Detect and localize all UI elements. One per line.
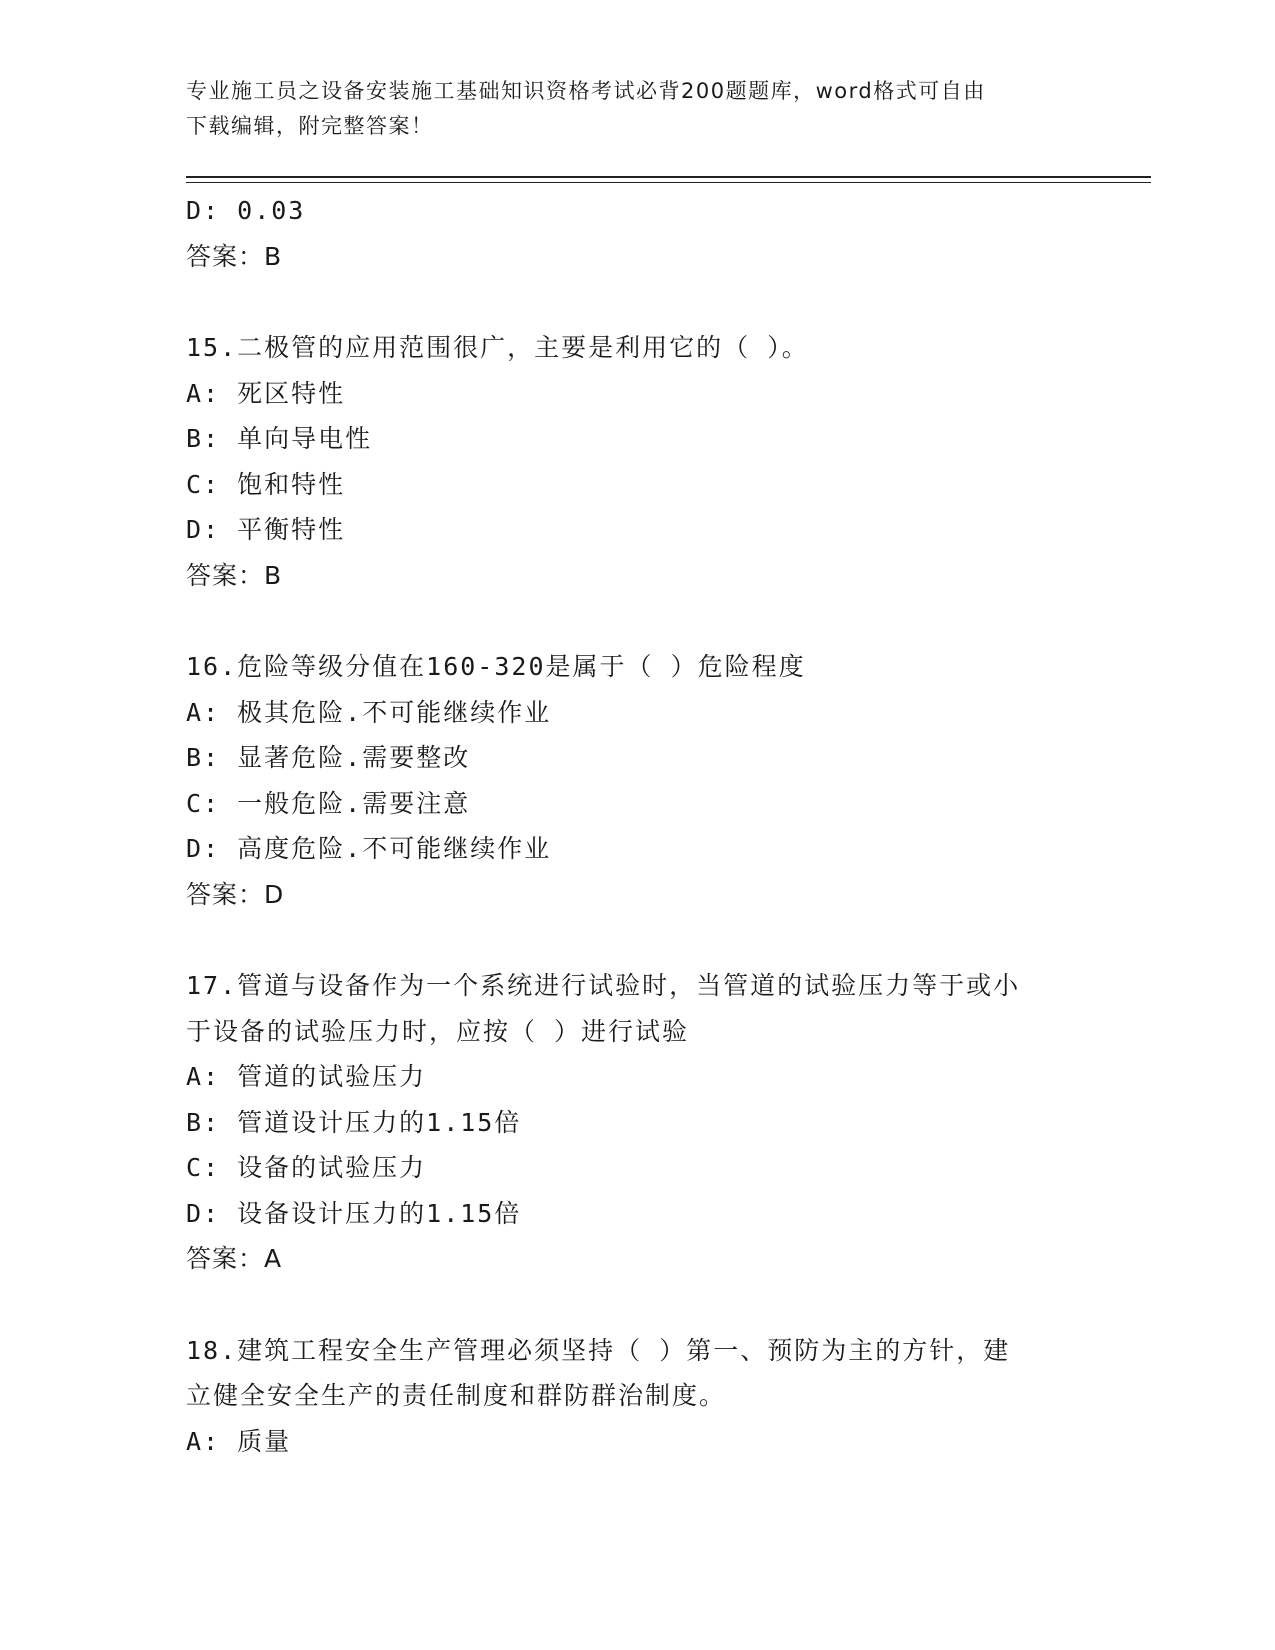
question-18	[186, 1328, 1086, 1465]
question-14-tail	[186, 188, 1086, 279]
answer-line: 答案：D	[186, 879, 285, 909]
option-c: C: 饱和特性	[186, 469, 346, 499]
option-b: B: 单向导电性	[186, 424, 373, 453]
answer-line: 答案：B	[186, 241, 283, 271]
option-a: A: 极其危险.不可能继续作业	[186, 697, 552, 727]
question-16	[186, 644, 1086, 917]
option-d: D: 0.03	[186, 196, 306, 225]
question-15	[186, 325, 1086, 598]
header-divider-thin	[186, 182, 1151, 183]
question-stem-line-2: 立健全安全生产的责任制度和群防群治制度。	[186, 1381, 727, 1410]
spacer	[186, 279, 1086, 325]
question-list	[186, 188, 1086, 1464]
question-17	[186, 963, 1086, 1282]
header-line-1: 专业施工员之设备安装施工基础知识资格考试必背200题题库，word格式可自由	[186, 79, 986, 103]
option-a: A: 管道的试验压力	[186, 1062, 427, 1091]
spacer	[186, 598, 1086, 644]
option-a: A: 质量	[186, 1426, 292, 1456]
option-a: A: 死区特性	[186, 378, 346, 408]
option-c: C: 一般危险.需要注意	[186, 788, 471, 818]
question-stem-line-1: 17.管道与设备作为一个系统进行试验时，当管道的试验压力等于或小	[186, 971, 1021, 1000]
question-stem-line-2: 于设备的试验压力时，应按（ ）进行试验	[186, 1016, 690, 1046]
answer-line: 答案：A	[186, 1244, 283, 1273]
option-d: D: 设备设计压力的1.15倍	[186, 1198, 522, 1228]
option-b: B: 显著危险.需要整改	[186, 743, 471, 772]
spacer	[186, 1282, 1086, 1328]
option-c: C: 设备的试验压力	[186, 1153, 427, 1182]
question-stem: 15.二极管的应用范围很广，主要是利用它的（ ）。	[186, 333, 809, 362]
header-line-2: 下载编辑，附完整答案！	[186, 114, 434, 138]
spacer	[186, 917, 1086, 963]
answer-line: 答案：B	[186, 560, 283, 590]
question-stem-line-1: 18.建筑工程安全生产管理必须坚持（ ）第一、预防为主的方针，建	[186, 1335, 1011, 1365]
header-divider-thick	[186, 176, 1151, 178]
option-d: D: 高度危险.不可能继续作业	[186, 834, 552, 863]
option-b: B: 管道设计压力的1.15倍	[186, 1107, 522, 1137]
question-stem: 16.危险等级分值在160-320是属于（ ）危险程度	[186, 652, 806, 681]
document-header	[186, 74, 1066, 144]
option-d: D: 平衡特性	[186, 515, 346, 544]
